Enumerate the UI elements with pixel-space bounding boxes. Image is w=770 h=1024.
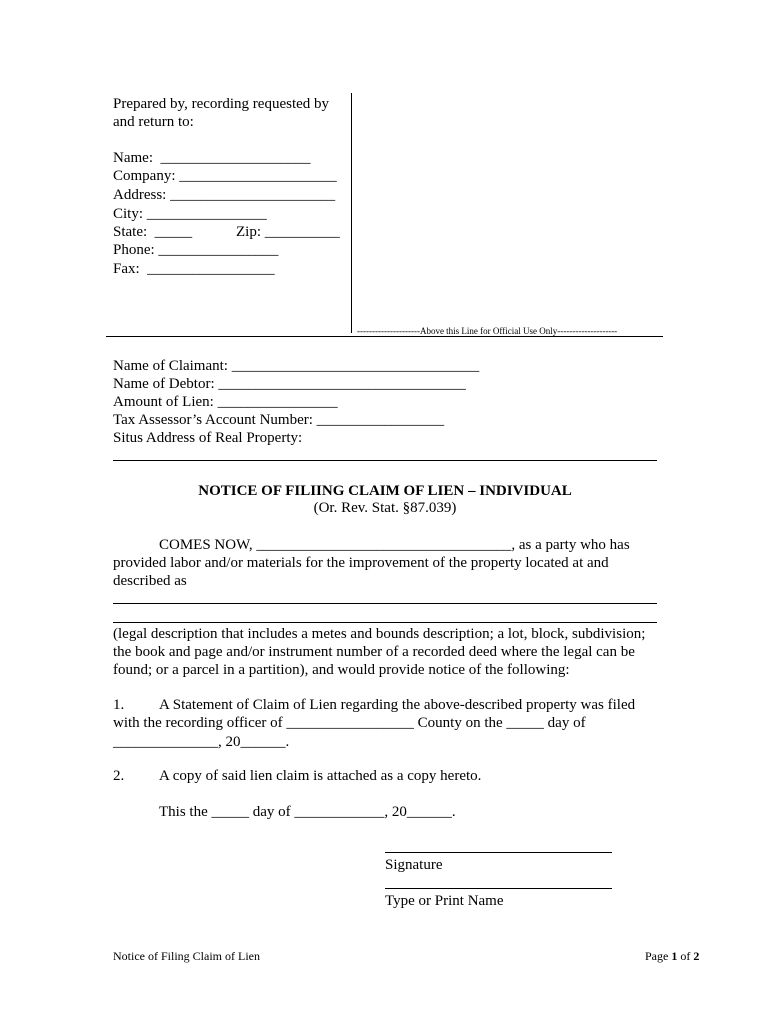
item1-line1: A Statement of Claim of Lien regarding the above-described property was filed (159, 697, 636, 713)
signature-label: Signature (385, 857, 443, 873)
legal-note-line2: the book and page and/or instrument number of a recorded deed where the legal can be (113, 644, 635, 660)
situs-address-line (113, 460, 657, 461)
state-field: State: _____ (113, 224, 193, 240)
document-title: NOTICE OF FILIING CLAIM OF LIEN – INDIVIDUAL (198, 483, 572, 499)
item2-number: 2. (113, 768, 125, 784)
item1-number: 1. (113, 697, 125, 713)
page-number (645, 949, 699, 963)
legal-description-line2 (113, 622, 657, 623)
comes-now-line1: COMES NOW, __________________________________, as a party who has (159, 537, 630, 553)
item1-line2: with the recording officer of _________________ County on the _____ day of (113, 715, 586, 731)
debtor-field: Name of Debtor: _________________________________ (113, 376, 466, 392)
claimant-field: Name of Claimant: _________________________________ (113, 358, 480, 374)
phone-field: Phone: ________________ (113, 242, 279, 258)
item1-line3: ______________, 20______. (113, 734, 290, 750)
footer-title: Notice of Filing Claim of Lien (113, 949, 260, 963)
prepared-by-line2: and return to: (113, 114, 194, 130)
legal-note-line3: found; or a parcel in a partition), and would provide notice of the following: (113, 662, 570, 678)
header-divider-horizontal (106, 336, 663, 337)
legal-description-line1 (113, 603, 657, 604)
prepared-by-line1: Prepared by, recording requested by (113, 96, 330, 112)
amount-field: Amount of Lien: ________________ (113, 394, 338, 410)
signature-line (385, 852, 612, 853)
statute-reference: (Or. Rev. Stat. §87.039) (313, 500, 457, 516)
print-name-label: Type or Print Name (385, 893, 504, 909)
city-field: City: ________________ (113, 206, 267, 222)
item2-line1: A copy of said lien claim is attached as a copy hereto. (159, 768, 482, 784)
address-field: Address: ______________________ (113, 187, 336, 203)
zip-field: Zip: __________ (236, 224, 340, 240)
tax-account-field: Tax Assessor’s Account Number: _________________ (113, 412, 445, 428)
company-field: Company: _____________________ (113, 168, 337, 184)
print-name-line (385, 888, 612, 889)
page-of: of (677, 949, 694, 963)
date-line: This the _____ day of ____________, 20______. (159, 804, 456, 820)
legal-note-line1: (legal description that includes a metes and bounds description; a lot, block, subdivision; (113, 626, 646, 642)
page-prefix: Page (645, 949, 672, 963)
header-divider-vertical (351, 93, 352, 333)
name-field: Name: ____________________ (113, 150, 311, 166)
comes-now-line3: described as (113, 573, 187, 589)
situs-address-label: Situs Address of Real Property: (113, 430, 303, 446)
page-total: 2 (693, 949, 700, 963)
official-use-label: ---------------------Above this Line for Official Use Only-------------------- (357, 326, 618, 336)
page-current: 1 (671, 949, 678, 963)
fax-field: Fax: _________________ (113, 261, 275, 277)
comes-now-line2: provided labor and/or materials for the improvement of the property located at and (113, 555, 609, 571)
